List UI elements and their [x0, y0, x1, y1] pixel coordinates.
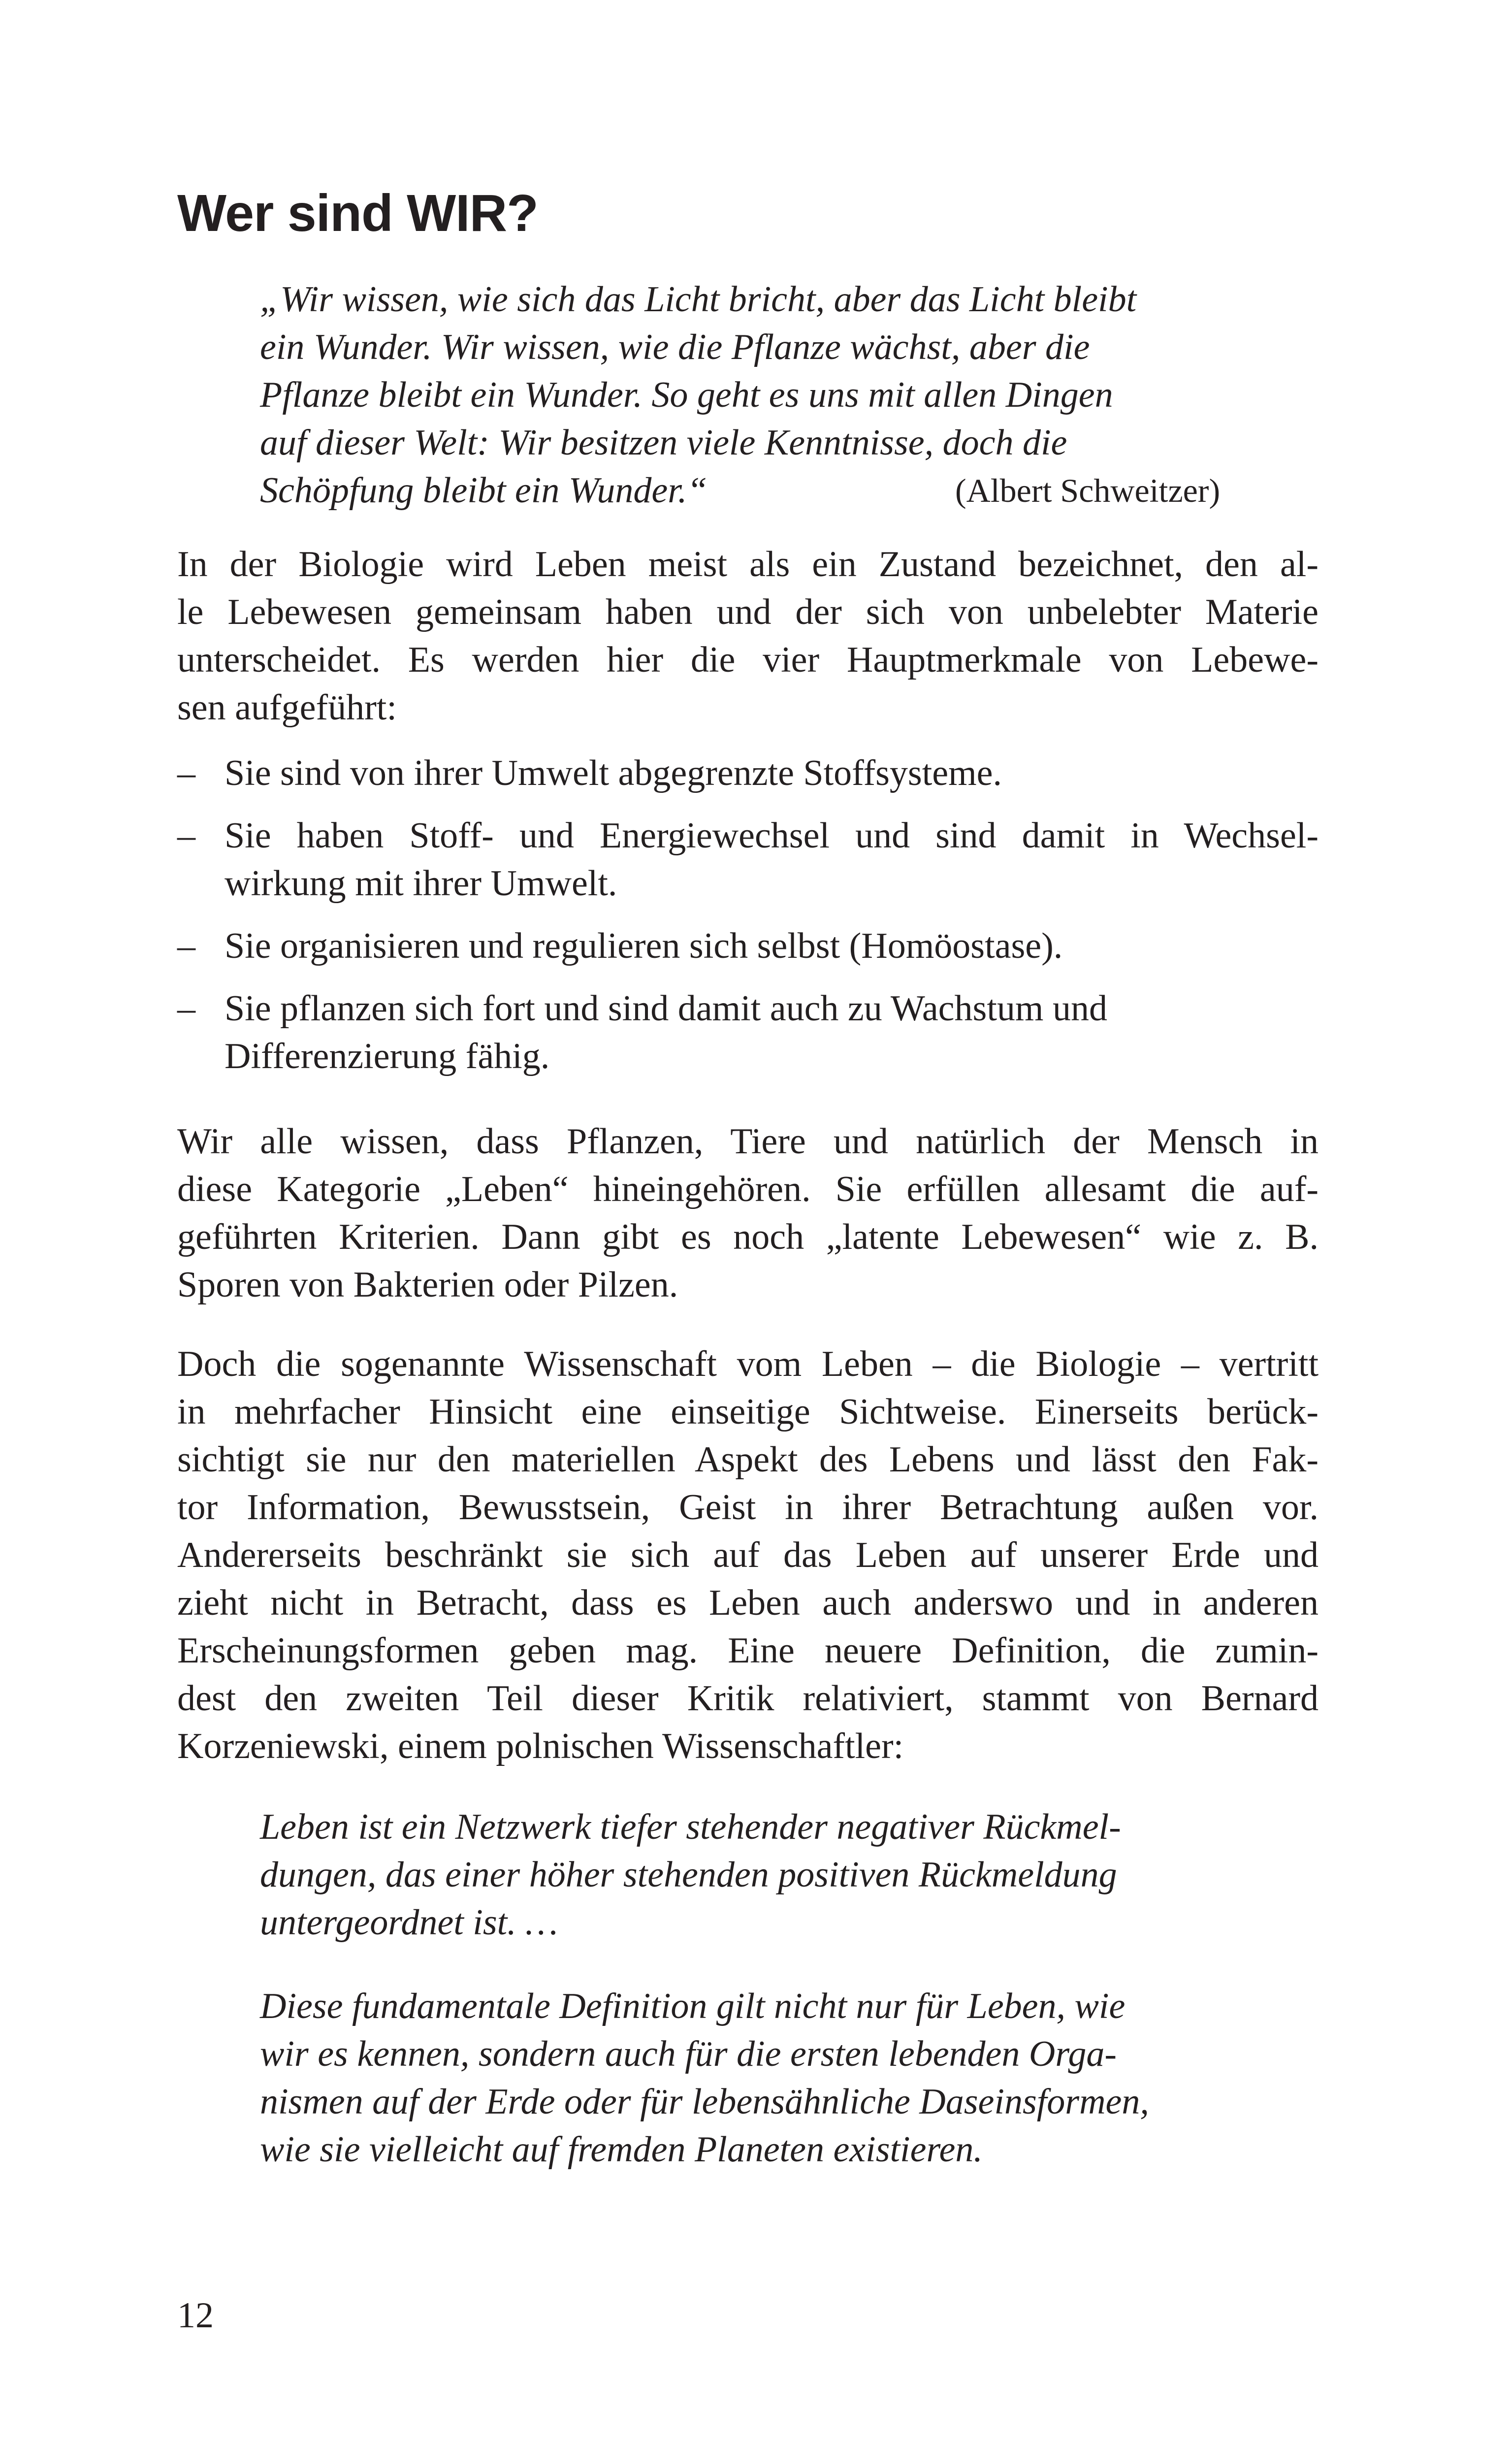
list-item — [177, 922, 1319, 970]
list-item — [177, 812, 1319, 908]
quote-line: Leben ist ein Netzwerk tiefer stehender negativer Rückmel- — [260, 1807, 1121, 1847]
paragraph-line: diese Kategorie „Leben“ hineingehören. Sie erfüllen allesamt die auf- — [177, 1169, 1319, 1209]
list-item-line: Sie pflanzen sich fort und sind damit auch zu Wachstum und — [225, 988, 1107, 1029]
dash-bullet: – — [177, 988, 195, 1029]
paragraph-line: in mehrfacher Hinsicht eine einseitige Sichtweise. Einerseits berück- — [177, 1392, 1319, 1432]
definition-quote-continued — [260, 1983, 1255, 2174]
list-item-line: Differenzierung fähig. — [225, 1036, 550, 1076]
epigraph-line: auf dieser Welt: Wir besitzen viele Kenntnisse, doch die — [260, 423, 1067, 463]
epigraph-line: ein Wunder. Wir wissen, wie die Pflanze wächst, aber die — [260, 327, 1090, 367]
list-item — [177, 985, 1319, 1080]
paragraph-line: dest den zweiten Teil dieser Kritik relativiert, stammt von Bernard — [177, 1678, 1319, 1719]
list-item-line: wirkung mit ihrer Umwelt. — [225, 863, 617, 904]
paragraph-line: Doch die sogenannte Wissenschaft vom Leben – die Biologie – vertritt — [177, 1344, 1319, 1384]
definition-quote — [260, 1803, 1255, 1947]
paragraph-line: tor Information, Bewusstsein, Geist in ihrer Betrachtung außen vor. — [177, 1487, 1319, 1528]
chapter-heading: Wer sind WIR? — [177, 184, 538, 242]
paragraph-line: geführten Kriterien. Dann gibt es noch „latente Lebewesen“ wie z. B. — [177, 1217, 1319, 1257]
quote-line: wir es kennen, sondern auch für die ersten lebenden Orga- — [260, 2034, 1117, 2074]
list-item-line: Sie sind von ihrer Umwelt abgegrenzte Stoffsysteme. — [225, 753, 1002, 793]
paragraph-line: sen aufgeführt: — [177, 687, 397, 728]
paragraph-line: le Lebewesen gemeinsam haben und der sich von unbelebter Materie — [177, 592, 1319, 632]
epigraph-line: Pflanze bleibt ein Wunder. So geht es uns mit allen Dingen — [260, 375, 1113, 415]
paragraph-critique — [177, 1340, 1319, 1770]
paragraph-line: unterscheidet. Es werden hier die vier Hauptmerkmale von Lebewe- — [177, 640, 1319, 680]
dash-bullet: – — [177, 815, 195, 856]
paragraph-line: Andererseits beschränkt sie sich auf das Leben auf unserer Erde und — [177, 1535, 1319, 1575]
epigraph-line: „Wir wissen, wie sich das Licht bricht, aber das Licht bleibt — [260, 279, 1137, 320]
quote-line: Diese fundamentale Definition gilt nicht nur für Leben, wie — [260, 1986, 1126, 2026]
epigraph-attribution: (Albert Schweitzer) — [955, 472, 1221, 509]
page-number: 12 — [177, 2295, 214, 2336]
quote-line: wie sie vielleicht auf fremden Planeten existieren. — [260, 2129, 983, 2170]
quote-line: dungen, das einer höher stehenden positiven Rückmeldung — [260, 1855, 1117, 1895]
paragraph-line: Erscheinungsformen geben mag. Eine neuere Definition, die zumin- — [177, 1630, 1319, 1671]
quote-line: nismen auf der Erde oder für lebensähnliche Daseinsformen, — [260, 2082, 1149, 2122]
list-item — [177, 749, 1319, 797]
list-item-line: Sie organisieren und regulieren sich selbst (Homöostase). — [225, 926, 1063, 966]
paragraph-line: sichtigt sie nur den materiellen Aspekt des Lebens und lässt den Fak- — [177, 1439, 1319, 1480]
paragraph-line: Wir alle wissen, dass Pflanzen, Tiere und natürlich der Mensch in — [177, 1121, 1319, 1162]
dash-bullet: – — [177, 926, 195, 966]
paragraph-categories — [177, 1118, 1319, 1309]
epigraph-line: Schöpfung bleibt ein Wunder.“ — [260, 470, 708, 511]
paragraph-line: Sporen von Bakterien oder Pilzen. — [177, 1265, 678, 1305]
paragraph-line: In der Biologie wird Leben meist als ein Zustand bezeichnet, den al- — [177, 544, 1319, 585]
paragraph-intro — [177, 541, 1319, 732]
criteria-list — [177, 749, 1319, 1095]
paragraph-line: Korzeniewski, einem polnischen Wissenschaftler: — [177, 1726, 904, 1766]
dash-bullet: – — [177, 753, 195, 793]
list-item-line: Sie haben Stoff- und Energiewechsel und sind damit in Wechsel- — [225, 815, 1319, 856]
quote-line: untergeordnet ist. … — [260, 1902, 558, 1943]
paragraph-line: zieht nicht in Betracht, dass es Leben auch anderswo und in anderen — [177, 1583, 1319, 1623]
